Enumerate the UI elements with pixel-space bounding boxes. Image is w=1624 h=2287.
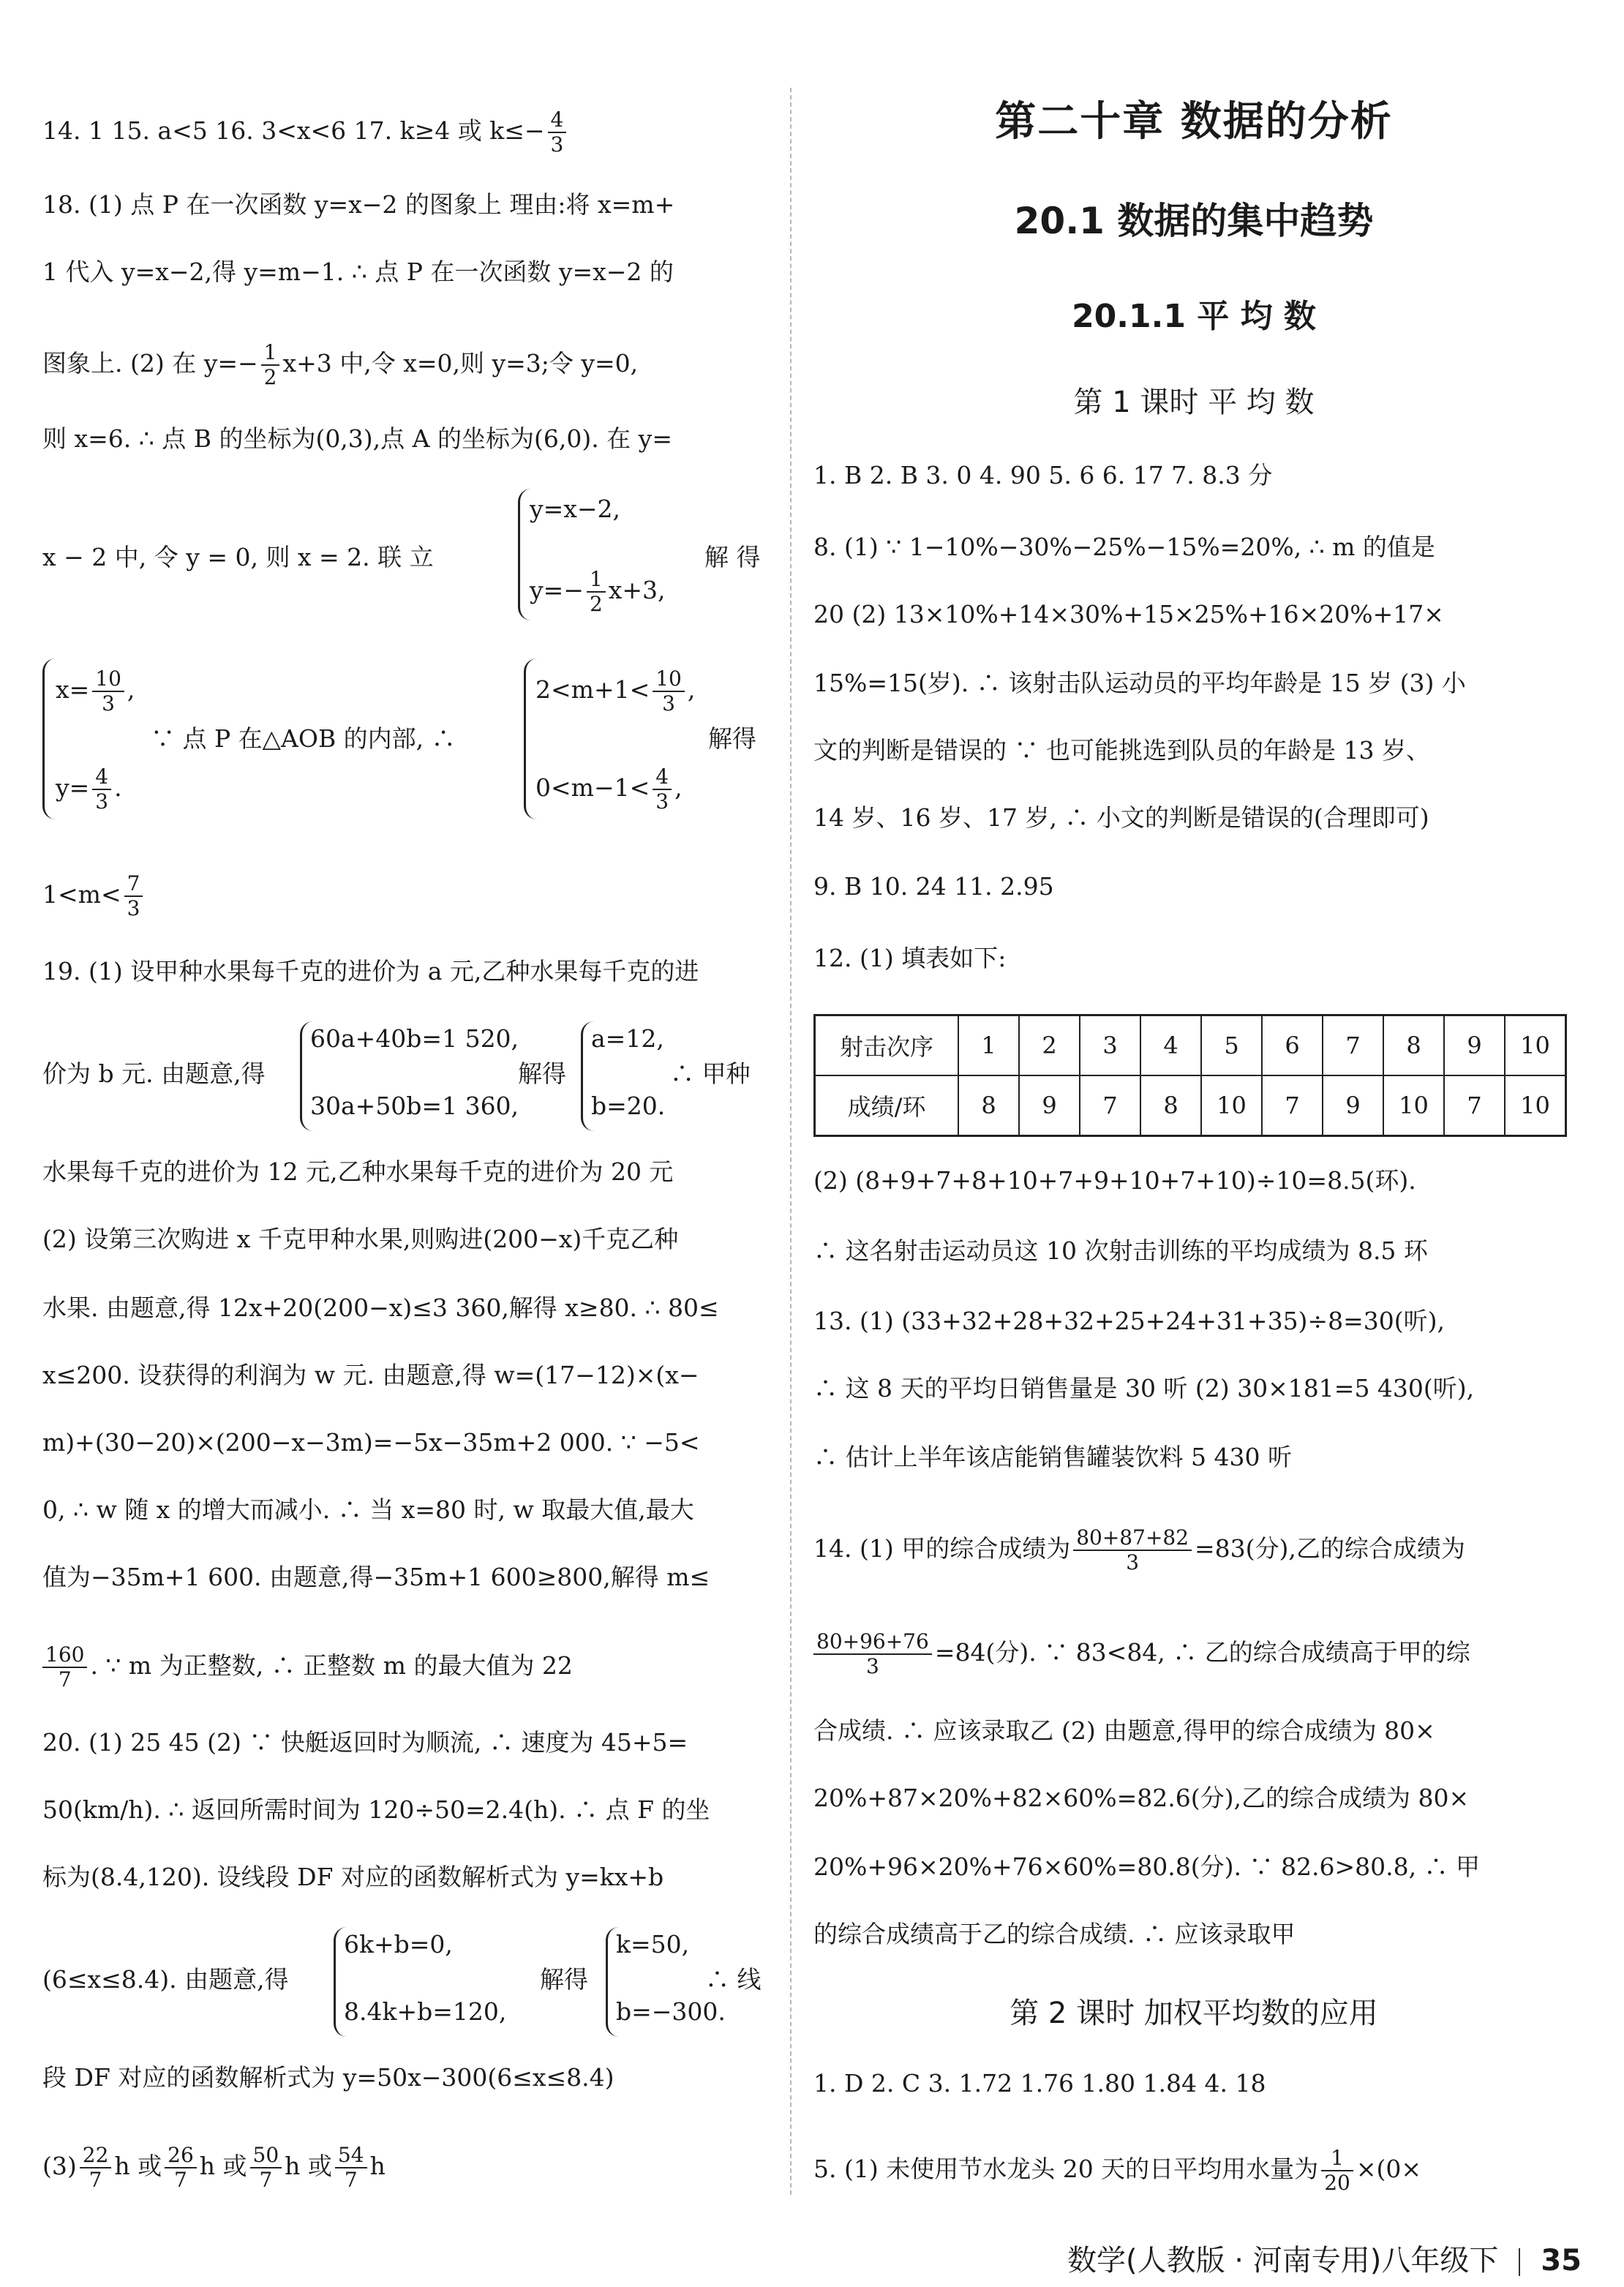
answer-line: (6≤x≤8.4). 由题意,得 [42, 1965, 289, 1994]
table-cell: 8 [958, 1075, 1019, 1136]
answer-line: ∴ 线 [705, 1965, 762, 1994]
answer-line: 13. (1) (33+32+28+32+25+24+31+35)÷8=30(听), [813, 1307, 1445, 1335]
left-column [42, 0, 767, 2192]
answer-line: 12. (1) 填表如下: [813, 944, 1007, 972]
answer-line: 水果. 由题意,得 12x+20(200−x)≤3 360,解得 x≥80. ∴ 80≤ [42, 1293, 719, 1322]
fraction: $\frac{4}{3}$ [548, 108, 567, 157]
answer-line: m)+(30−20)×(200−x−3m)=−5x−35m+2 000. ∵ −5< [42, 1428, 700, 1457]
table-row [815, 1015, 1566, 1076]
score-table [813, 1014, 1567, 1137]
answer-line: x − 2 中, 令 y = 0, 则 x = 2. 联 立 [42, 543, 434, 571]
table-cell: 1 [958, 1015, 1019, 1076]
table-cell: 4 [1140, 1015, 1201, 1076]
answer-line: 水果每千克的进价为 12 元,乙种水果每千克的进价为 20 元 [42, 1157, 674, 1186]
lesson-title: 第 2 课时 加权平均数的应用 [1010, 1997, 1378, 2030]
answer-line: (3) $\frac{22}{7}$ h 或 $\frac{26}{7}$ h 或 $\frac{50}{7}$ h 或 $\frac{54}{7}$ h [42, 2143, 386, 2192]
equation-line: 2<m+1< $\frac{10}{3}$ , [535, 666, 696, 716]
answer-line: (2) 设第三次购进 x 千克甲种水果,则购进(200−x)千克乙种 [42, 1225, 679, 1253]
table-row [815, 1075, 1566, 1136]
answer-line: 9. B 10. 24 11. 2.95 [813, 872, 1054, 901]
table-cell: 2 [1019, 1015, 1080, 1076]
equation-line: 0<m−1< $\frac{4}{3}$ , [535, 765, 683, 814]
table-cell: 10 [1201, 1075, 1262, 1136]
answer-line: ∵ 点 P 在△AOB 的内部, ∴ [151, 724, 456, 753]
book-title: 数学(人教版 · 河南专用)八年级下 [1067, 2244, 1499, 2277]
table-cell: 10 [1383, 1075, 1444, 1136]
answer-line: ∴ 这 8 天的平均日销售量是 30 听 (2) 30×181=5 430(听), [813, 1374, 1475, 1402]
answer-line: 1<m< $\frac{7}{3}$ [42, 872, 146, 920]
answer-line: 则 x=6. ∴ 点 B 的坐标为(0,3),点 A 的坐标为(6,0). 在 y= [42, 424, 672, 453]
equation-line: y=x−2, [530, 495, 621, 523]
answer-line: 1. B 2. B 3. 0 4. 90 5. 6 6. 17 7. 8.3 分 [813, 461, 1273, 489]
table-cell: 7 [1080, 1075, 1140, 1136]
answer-line: $\frac{160}{7}$ . ∵ m 为正整数, ∴ 正整数 m 的最大值为 22 [42, 1643, 573, 1691]
table-header-cell: 射击次序 [815, 1015, 959, 1076]
page-footer [1067, 2237, 1582, 2279]
answer-line: 价为 b 元. 由题意,得 [42, 1059, 266, 1088]
answer-line: 20. (1) 25 45 (2) ∵ 快艇返回时为顺流, ∴ 速度为 45+5= [42, 1728, 688, 1757]
table-cell: 5 [1201, 1015, 1262, 1076]
equation-line: b=−300. [616, 1997, 726, 2026]
table-cell: 3 [1080, 1015, 1140, 1076]
answer-line: 50(km/h). ∴ 返回所需时间为 120÷50=2.4(h). ∴ 点 F 的坐 [42, 1795, 710, 1824]
table-cell: 10 [1505, 1015, 1566, 1076]
answer-line: ∴ 估计上半年该店能销售罐装饮料 5 430 听 [813, 1443, 1292, 1471]
fraction: $\frac{1}{2}$ [261, 341, 280, 389]
chapter-title: 第二十章 数据的分析 [995, 98, 1393, 146]
section-title: 20.1 数据的集中趋势 [1014, 200, 1374, 242]
answer-line: 值为−35m+1 600. 由题意,得−35m+1 600≥800,解得 m≤ [42, 1563, 710, 1591]
answer-line: 1 代入 y=x−2,得 y=m−1. ∴ 点 P 在一次函数 y=x−2 的 [42, 258, 674, 286]
equation-line: b=20. [591, 1092, 666, 1120]
answer-line: 图象上. (2) 在 y=− $\frac{1}{2}$ x+3 中,令 x=0,则 y=3;令 y=0, [42, 340, 639, 389]
answer-line: 15%=15(岁). ∴ 该射击队运动员的平均年龄是 15 岁 (3) 小 [813, 669, 1466, 697]
equation-line: 6k+b=0, [344, 1930, 453, 1959]
page-number: 35 [1541, 2244, 1582, 2277]
answer-line: $\frac{80+96+76}{3}$ =84(分). ∵ 83<84, ∴ 乙的综合成绩高于甲的综 [813, 1630, 1470, 1678]
equation-line: x= $\frac{10}{3}$ , [56, 666, 135, 716]
answer-line: 合成绩. ∴ 应该录取乙 (2) 由题意,得甲的综合成绩为 80× [813, 1716, 1435, 1745]
answer-line: 20%+96×20%+76×60%=80.8(分). ∵ 82.6>80.8, ∴ 甲 [813, 1852, 1481, 1881]
equation-line: 60a+40b=1 520, [310, 1024, 519, 1053]
answer-line: 18. (1) 点 P 在一次函数 y=x−2 的图象上 理由:将 x=m+ [42, 190, 675, 219]
table-cell: 7 [1262, 1075, 1323, 1136]
answer-line: ∴ 这名射击运动员这 10 次射击训练的平均成绩为 8.5 环 [813, 1236, 1428, 1265]
answer-line: 14. (1) 甲的综合成绩为 $\frac{80+87+82}{3}$ =83(分),乙的综合成绩为 [813, 1525, 1465, 1574]
table-cell: 10 [1505, 1075, 1566, 1136]
answer-line: 20%+87×20%+82×60%=82.6(分),乙的综合成绩为 80× [813, 1784, 1470, 1812]
answer-line: 段 DF 对应的函数解析式为 y=50x−300(6≤x≤8.4) [42, 2063, 614, 2092]
answer-line: 0, ∴ w 随 x 的增大而减小. ∴ 当 x=80 时, w 取最大值,最大 [42, 1495, 694, 1524]
answer-line: ∴ 甲种 [670, 1059, 751, 1088]
answer-line: x≤200. 设获得的利润为 w 元. 由题意,得 w=(17−12)×(x− [42, 1361, 699, 1389]
right-column [813, 0, 1574, 2195]
answer-line: 的综合成绩高于乙的综合成绩. ∴ 应该录取甲 [813, 1920, 1296, 1948]
table-cell: 7 [1444, 1075, 1505, 1136]
equation-line: a=12, [591, 1024, 664, 1053]
answer-line: 19. (1) 设甲种水果每千克的进价为 a 元,乙种水果每千克的进 [42, 957, 699, 985]
equation-line: 8.4k+b=120, [344, 1997, 507, 2026]
answer-line: 14 岁、16 岁、17 岁, ∴ 小文的判断是错误的(合理即可) [813, 803, 1429, 832]
table-cell: 6 [1262, 1015, 1323, 1076]
lesson-title: 第 1 课时 平 均 数 [1073, 386, 1315, 419]
equation-line: y= $\frac{4}{3}$ . [56, 765, 122, 814]
answer-line: 8. (1) ∵ 1−10%−30%−25%−15%=20%, ∴ m 的值是 [813, 533, 1435, 561]
answer-line: 标为(8.4,120). 设线段 DF 对应的函数解析式为 y=kx+b [42, 1863, 664, 1891]
table-header-cell: 成绩/环 [815, 1075, 959, 1136]
subsection-title: 20.1.1 平 均 数 [1072, 298, 1316, 335]
table-cell: 9 [1444, 1015, 1505, 1076]
answer-line: 解 得 [704, 543, 761, 571]
equation-line: k=50, [616, 1930, 690, 1959]
table-cell: 9 [1323, 1075, 1383, 1136]
answer-line: 文的判断是错误的 ∵ 也可能挑选到队员的年龄是 13 岁、 [813, 736, 1430, 765]
table-cell: 8 [1140, 1075, 1201, 1136]
answer-line: (2) (8+9+7+8+10+7+9+10+7+10)÷10=8.5(环). [813, 1166, 1416, 1195]
answer-line: 解得 [540, 1965, 588, 1994]
answer-line: 1. D 2. C 3. 1.72 1.76 1.80 1.84 4. 18 [813, 2069, 1266, 2098]
answer-line: 5. (1) 未使用节水龙头 20 天的日平均用水量为 $\frac{1}{20}$ ×(0× [813, 2146, 1421, 2195]
equation-line: y=− $\frac{1}{2}$ x+3, [530, 567, 666, 616]
answer-line: 解得 [518, 1059, 566, 1088]
answer-line: 解得 [708, 724, 756, 753]
table-cell: 7 [1323, 1015, 1383, 1076]
answer-line: 14. 1 15. a<5 16. 3<x<6 17. k≥4 或 k≤− $\frac{4}{3}$ [42, 108, 569, 157]
footer-separator [1519, 2248, 1520, 2276]
answer-line: 20 (2) 13×10%+14×30%+15×25%+16×20%+17× [813, 600, 1444, 628]
equation-line: 30a+50b=1 360, [310, 1092, 519, 1120]
column-divider [790, 88, 792, 2195]
table-cell: 9 [1019, 1075, 1080, 1136]
table-cell: 8 [1383, 1015, 1444, 1076]
